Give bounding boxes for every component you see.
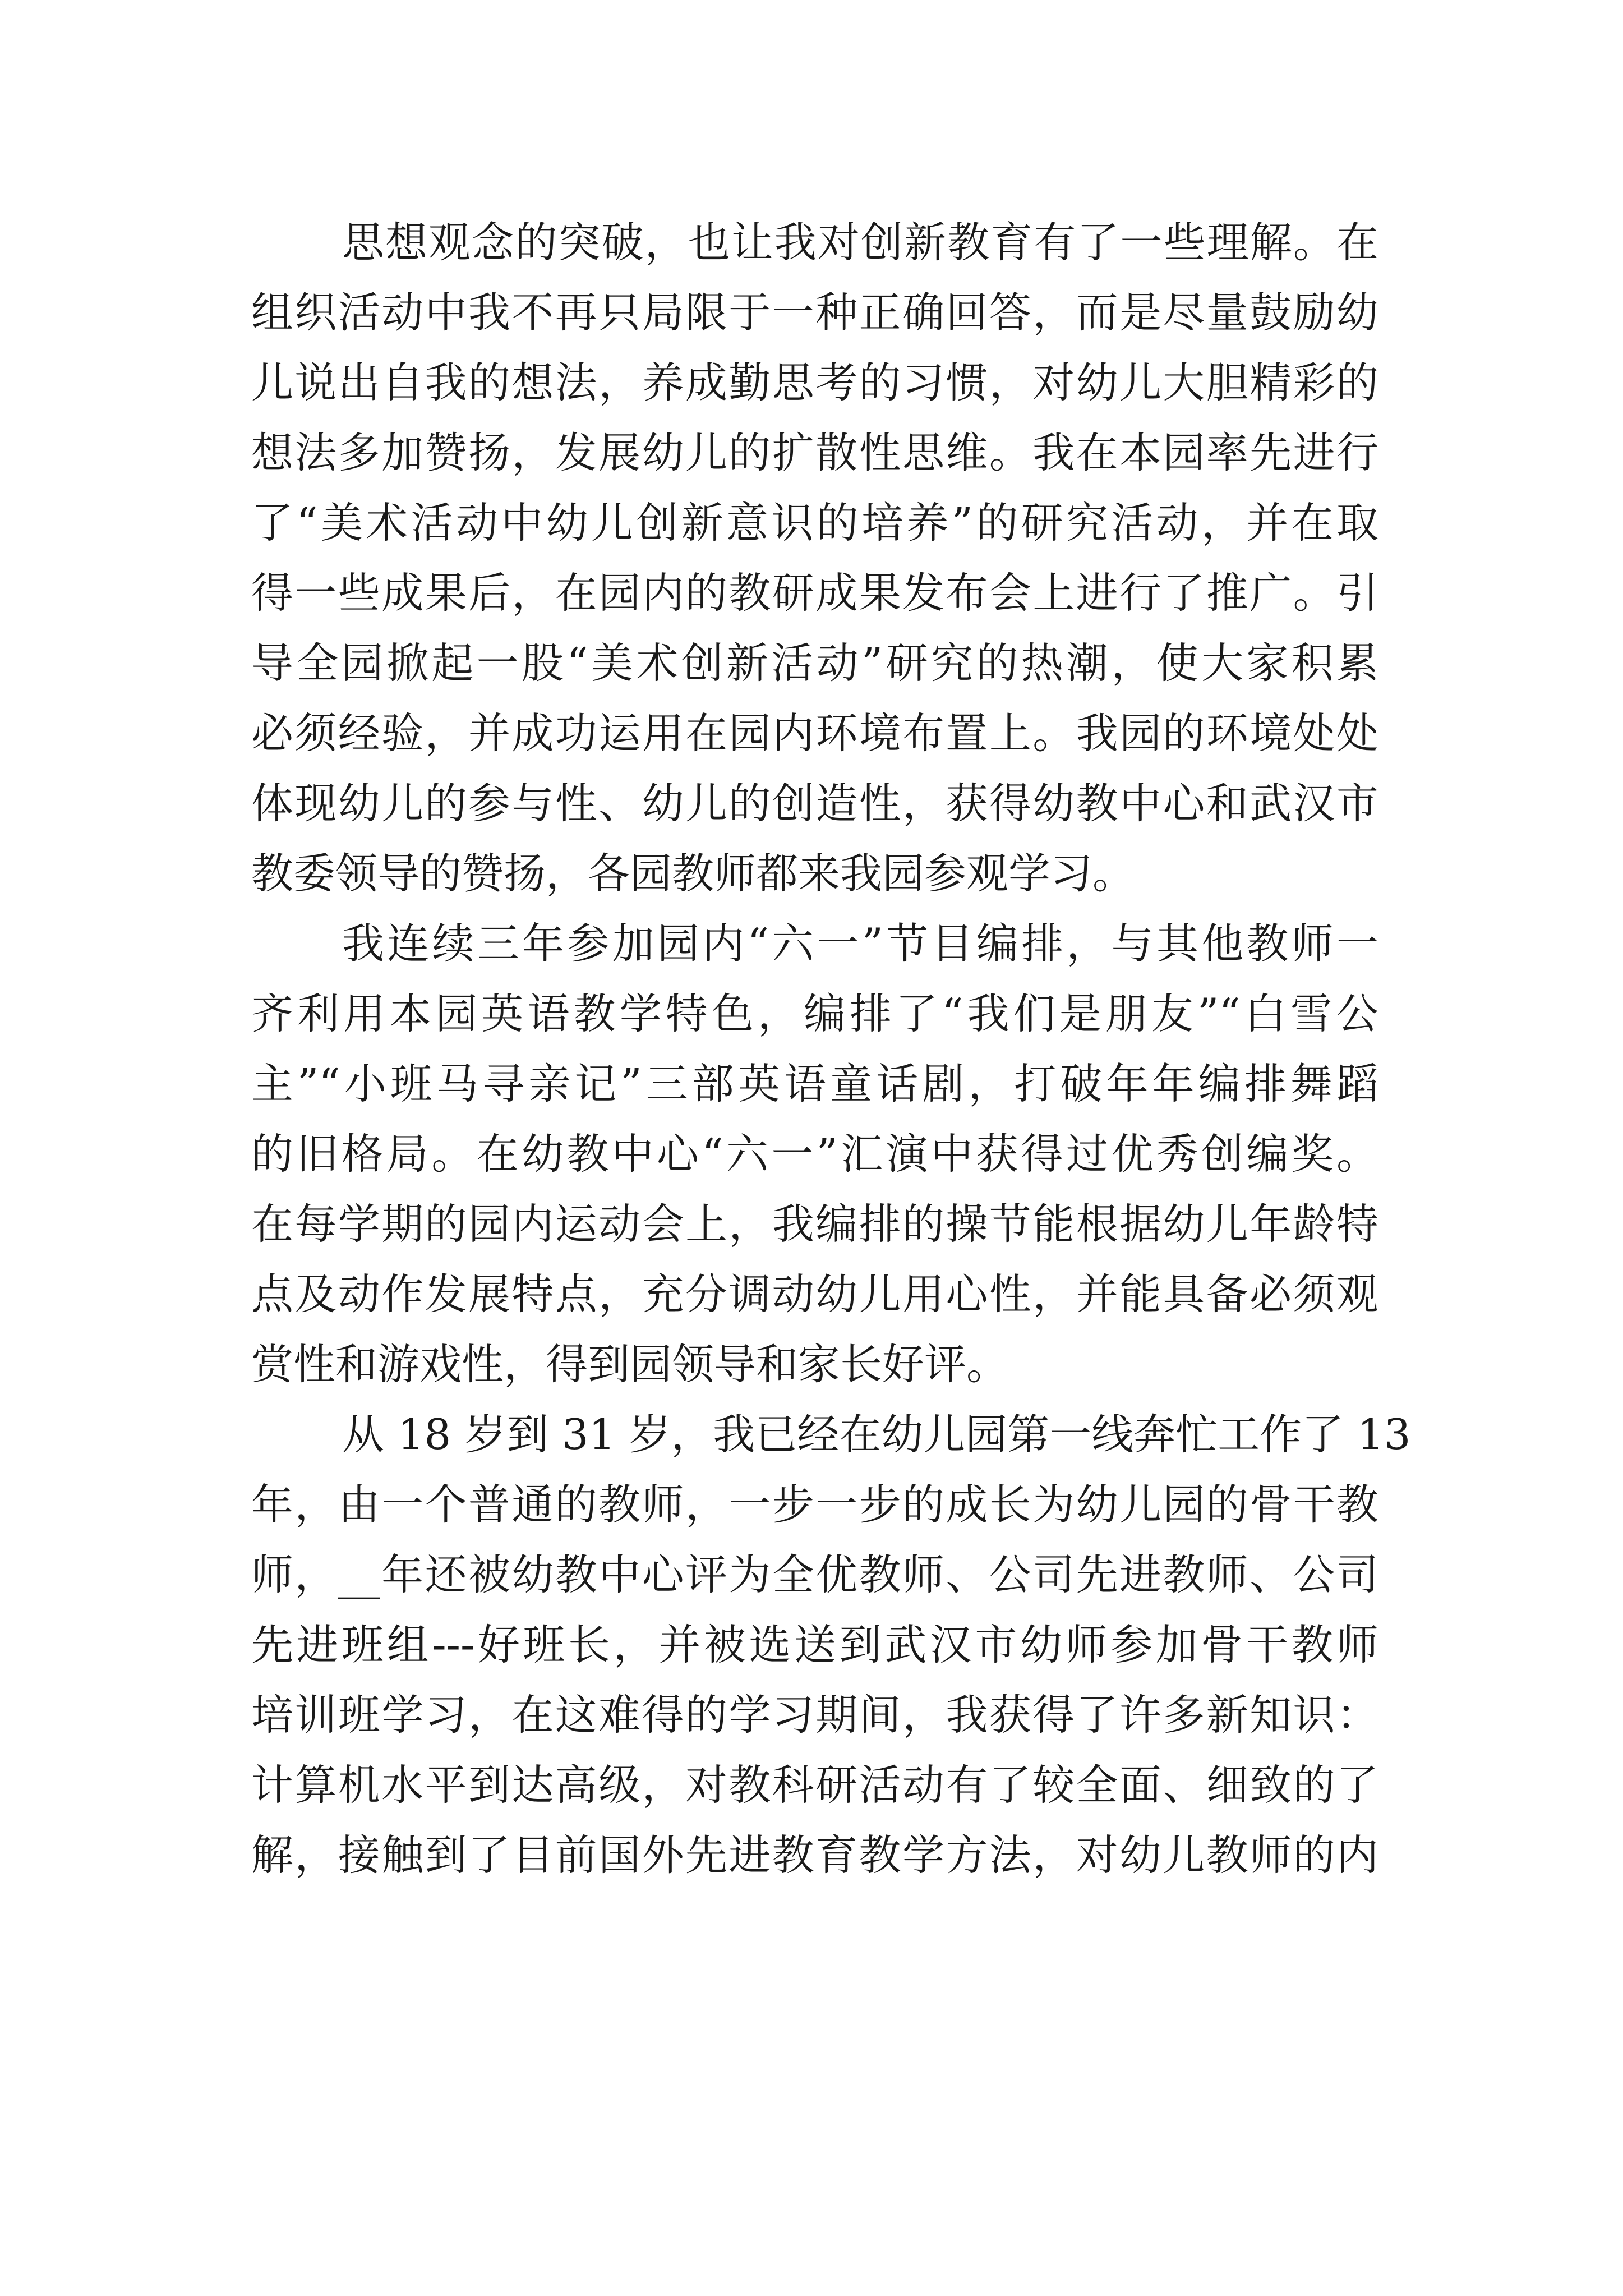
- paragraph-1-line-8: 必须经验，并成功运用在园内环境布置上。我园的环境处处: [251, 708, 1378, 758]
- paragraph-3-line-7: 解，接触到了目前国外先进教育教学方法，对幼儿教师的内: [251, 1830, 1378, 1880]
- paragraph-2-line-2: 齐利用本园英语教学特色，编排了“我们是朋友”“白雪公: [251, 989, 1378, 1038]
- paragraph-1-line-6: 得一些成果后，在园内的教研成果发布会上进行了推广。引: [251, 568, 1378, 618]
- paragraph-1-line-5: 了“美术活动中幼儿创新意识的培养”的研究活动，并在取: [251, 498, 1378, 547]
- paragraph-1-line-9: 体现幼儿的参与性、幼儿的创造性，获得幼教中心和武汉市: [251, 779, 1378, 828]
- paragraph-3-line-2: 年，由一个普通的教师，一步一步的成长为幼儿园的骨干教: [251, 1480, 1378, 1529]
- paragraph-2-line-5: 在每学期的园内运动会上，我编排的操节能根据幼儿年龄特: [251, 1199, 1378, 1249]
- paragraph-2-line-3: 主”“小班马寻亲记”三部英语童话剧，打破年年编排舞蹈: [251, 1059, 1378, 1108]
- paragraph-3-line-6: 计算机水平到达高级，对教科研活动有了较全面、细致的了: [251, 1760, 1378, 1810]
- paragraph-1-line-1: 思想观念的突破，也让我对创新教育有了一些理解。在: [342, 218, 1378, 267]
- paragraph-2-line-7: 赏性和游戏性，得到园领导和家长好评。: [251, 1340, 1009, 1389]
- paragraph-3-line-3: 师，__年还被幼教中心评为全优教师、公司先进教师、公司: [251, 1550, 1378, 1599]
- paragraph-1-line-10: 教委领导的赞扬，各园教师都来我园参观学习。: [251, 849, 1135, 898]
- paragraph-2-line-6: 点及动作发展特点，充分调动幼儿用心性，并能具备必须观: [251, 1269, 1378, 1319]
- paragraph-1-line-2: 组织活动中我不再只局限于一种正确回答，而是尽量鼓励幼: [251, 288, 1378, 337]
- paragraph-3-line-5: 培训班学习，在这难得的学习期间，我获得了许多新知识：: [251, 1690, 1378, 1740]
- paragraph-2-line-4: 的旧格局。在幼教中心“六一”汇演中获得过优秀创编奖。: [251, 1129, 1378, 1179]
- paragraph-1-line-7: 导全园掀起一股“美术创新活动”研究的热潮，使大家积累: [251, 638, 1378, 688]
- paragraph-1-line-3: 儿说出自我的想法，养成勤思考的习惯，对幼儿大胆精彩的: [251, 358, 1378, 407]
- paragraph-3-line-4: 先进班组---好班长，并被选送到武汉市幼师参加骨干教师: [251, 1620, 1378, 1669]
- paragraph-1-line-4: 想法多加赞扬，发展幼儿的扩散性思维。我在本园率先进行: [251, 428, 1378, 477]
- paragraph-3-line-1: 从 18 岁到 31 岁，我已经在幼儿园第一线奔忙工作了 13: [342, 1410, 1411, 1459]
- paragraph-2-line-1: 我连续三年参加园内“六一”节目编排，与其他教师一: [342, 919, 1378, 968]
